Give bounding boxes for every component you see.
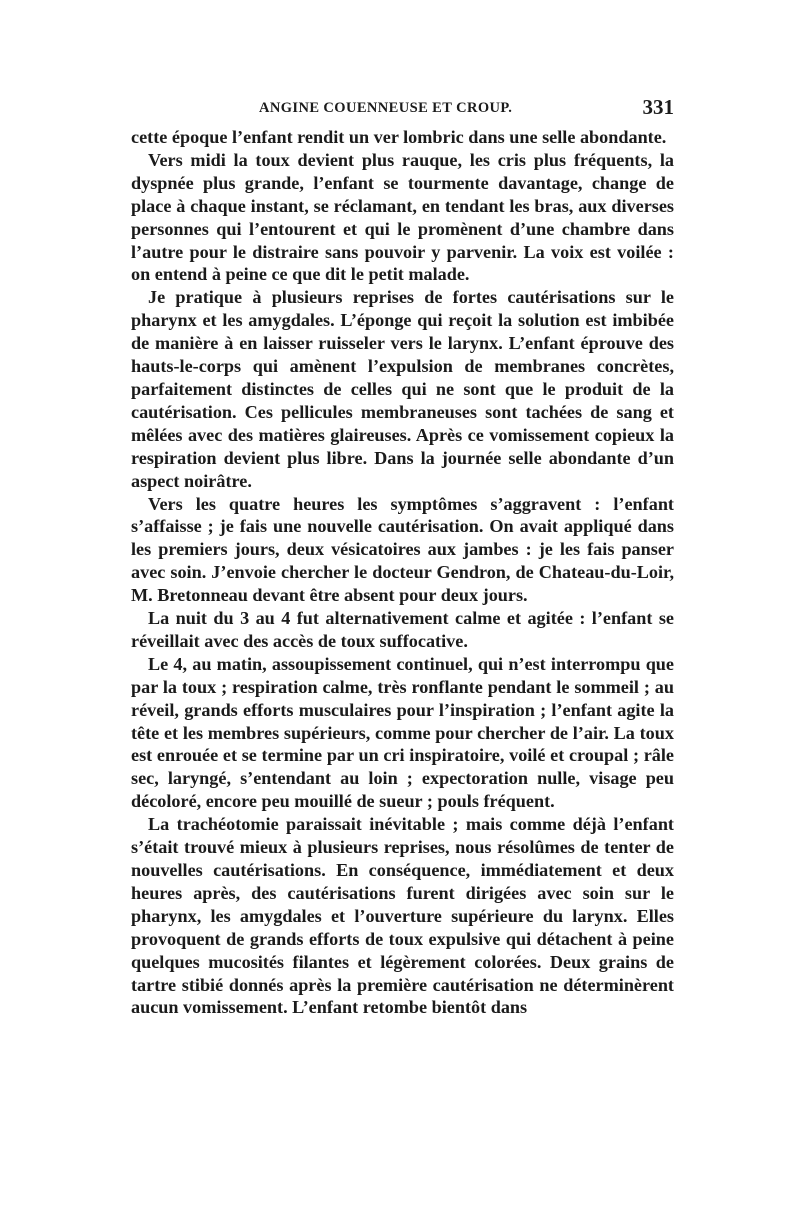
body-text: [131, 126, 674, 1019]
page-number: 331: [642, 95, 674, 119]
paragraph: Vers midi la toux devient plus rauque, les cris plus fréquents, la dyspnée plus grande, l’enfant se tourmente davantage, change de place à chaque instant, se réclamant, en tendant les bras, aux diverses personnes qui l’entourent et qui le promènent d’une chambre dans l’autre pour le distraire sans pouvoir y parvenir. La voix est voilée : on entend à peine ce que dit le petit malade.: [131, 149, 674, 285]
text-block: [131, 96, 674, 1019]
paragraph: Le 4, au matin, assoupissement continuel, qui n’est interrompu que par la toux ; respiration calme, très ronflante pendant le sommeil ; au réveil, grands efforts musculaires pour l’inspiration ; l’enfant agite la tête et les membres supérieurs, comme pour chercher de l’air. La toux est enrouée et se termine par un cri inspiratoire, voilé et croupal ; râle sec, laryngé, s’entendant au loin ; expectoration nulle, visage peu décoloré, encore peu mouillé de sueur ; pouls fréquent.: [131, 653, 674, 812]
paragraph: Vers les quatre heures les symptômes s’aggravent : l’enfant s’affaisse ; je fais une nouvelle cautérisation. On avait appliqué dans les premiers jours, deux vésicatoires aux jambes : je les fais panser avec soin. J’envoie chercher le docteur Gendron, de Chateau-du-Loir, M. Bretonneau devant être absent pour deux jours.: [131, 493, 674, 606]
paragraph: Je pratique à plusieurs reprises de fortes cautérisations sur le pharynx et les amygdales. L’éponge qui reçoit la solution est imbibée de manière à en laisser ruisseler vers le larynx. L’enfant éprouve des hauts-le-corps qui amènent l’expulsion de membranes concrètes, parfaitement distinctes de celles qui ne sont que le produit de la cautérisation. Ces pellicules membraneuses sont tachées de sang et mêlées avec des matières glaireuses. Après ce vomissement copieux la respiration devient plus libre. Dans la journée selle abondante d’un aspect noirâtre.: [131, 287, 674, 491]
paragraph: La trachéotomie paraissait inévitable ; mais comme déjà l’enfant s’était trouvé mieux à plusieurs reprises, nous résolûmes de tenter de nouvelles cautérisations. En conséquence, immédiatement et deux heures après, des cautérisations furent dirigées avec soin sur le pharynx, les amygdales et l’ouverture supérieure du larynx. Elles provoquent de grands efforts de toux expulsive qui détachent à peine quelques mucosités filantes et légèrement colorées. Deux grains de tartre stibié donnés après la première cautérisation ne déterminèrent aucun vomissement. L’enfant retombe bientôt dans: [131, 814, 674, 1018]
running-header: [131, 96, 674, 122]
paragraph-continuation: cette époque l’enfant rendit un ver lombric dans une selle abondante.: [131, 127, 667, 147]
running-title: ANGINE COUENNEUSE ET CROUP.: [259, 100, 513, 116]
paragraph: La nuit du 3 au 4 fut alternativement calme et agitée : l’enfant se réveillait avec des accès de toux suffocative.: [131, 608, 674, 651]
